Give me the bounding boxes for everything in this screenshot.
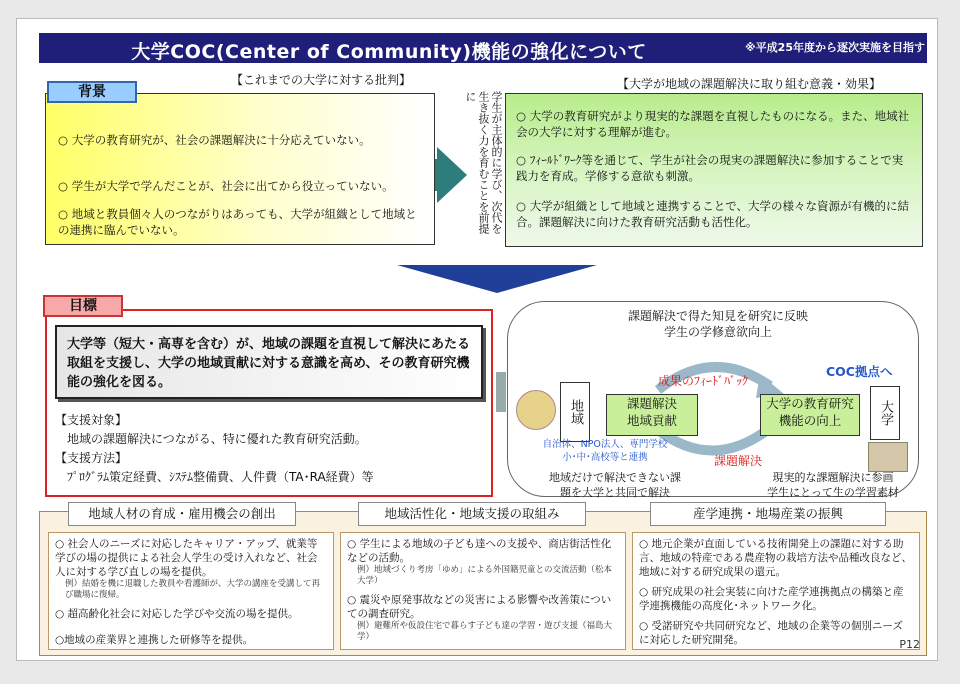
column-1 [48,532,334,650]
goal-details [55,411,485,487]
arrow-down-icon [397,265,597,293]
col2-example-2: 例）避難所や仮設住宅で暮らす子ども達の学習・遊び支援（福島大学） [357,621,613,642]
cycle-diagram [507,301,919,497]
significance-item-2: ○ ﾌｨｰﾙﾄﾞﾜｰｸ等を通じて、学生が社会の現実の課題解決に参加することで実践力を育成。学修する意欲も刺激。 [516,153,904,183]
coc-label: COC拠点へ [826,364,893,379]
background-box [45,93,435,245]
cycle-bottom-left: 地域だけで解決できない課 題を大学と共同で解決 [549,471,681,499]
support-method-head: 【支援方法】 [55,451,128,465]
left-box: 課題解決 地域貢献 [606,394,698,436]
title-bar [39,33,927,63]
university-building-icon [868,442,908,472]
page-number: P12 [899,638,920,651]
col1-item-1: ○ 社会人のニーズに対応したキャリア・アップ、就業等学びの場の提供による社会人学生の受け入れなど、社会人に対する学び直しの場を提供。 [55,538,318,578]
column-3 [632,532,920,650]
significance-box [505,93,923,247]
col3-item-3: ○ 受諾研究や共同研究など、地域の企業等の個別ニーズに対応した研究開発。 [639,620,903,646]
significance-item-3: ○ 大学が組織として地域と連携することで、大学の様々な資源が有機的に結合。課題解決に向けた教育研究活動も活性化。 [516,199,909,229]
support-target-head: 【支援対象】 [55,413,128,427]
col2-item-1: ○ 学生による地域の子ども達への支援や、商店街活性化などの活動。 [347,538,612,564]
town-illustration-icon [516,390,556,430]
background-item-1: ○ 大学の教育研究が、社会の課題解決に十分応えていない。 [58,133,371,147]
column-head-1: 地域人材の育成・雇用機会の創出 [68,502,296,526]
bottom-section [39,506,927,656]
goal-tag: 目標 [43,295,123,317]
region-partners: 自治体、NPO法人、専門学校 小･中･高校等と連携 [542,439,668,463]
solve-label: 課題解決 [714,454,763,468]
col3-item-2: ○ 研究成果の社会実装に向けた産学連携拠点の構築と産学連携機能の高度化･ネットワーク化。 [639,586,904,612]
col2-item-2: ○ 震災や原発事故などの災害による影響や改善策についての調査研究。 [347,594,612,620]
support-method-body: ﾌﾟﾛｸﾞﾗﾑ策定経費、ｼｽﾃﾑ整備費、人件費（TA･RA経費）等 [67,470,374,484]
right-box: 大学の教育研究 機能の向上 [760,394,860,436]
significance-bracket: 【大学が地域の課題解決に取り組む意義・効果】 [617,77,882,91]
col1-example-1: 例）結婚を機に退職した教員や看護師が、大学の講座を受講して再び職場に復帰。 [65,579,321,600]
cycle-top-line-2: 学生の学修意欲向上 [663,325,772,339]
support-target-body: 地域の課題解決につながる、特に優れた教育研究活動。 [67,432,367,446]
building-icon [496,372,506,412]
criticism-bracket: 【これまでの大学に対する批判】 [231,73,412,87]
background-item-2: ○ 学生が大学で学んだことが、社会に出てから役立っていない。 [58,179,394,193]
col2-example-1: 例）地域づくり考房「ゆめ」による外国籍児童との交流活動（松本大学） [357,565,613,586]
title-note: ※平成25年度から逐次実施を目指す [744,41,925,54]
column-head-2: 地域活性化・地域支援の取組み [358,502,586,526]
col1-item-3: ○地域の産業界と連携した研修等を提供。 [55,634,254,646]
page-title: 大学COC(Center of Community)機能の強化について [131,41,647,63]
col1-item-2: ○ 超高齢化社会に対応した学びや交流の場を提供。 [55,608,299,620]
slide [16,18,938,661]
cycle-bottom-right: 現実的な課題解決に参画 学生にとって生の学習素材 [767,471,899,499]
column-head-3: 産学連携・地場産業の振興 [650,502,886,526]
goal-box [45,309,493,497]
goal-statement: 大学等（短大・高専を含む）が、地域の課題を直視して解決にあたる取組を支援し、大学の地域貢献に対する意識を高め、その教育研究機能の強化を図る。 [55,325,483,399]
column-2 [340,532,626,650]
col3-item-1: ○ 地元企業が直面している技術開発上の課題に対する助言、地域の特産である農産物の栽培方法や品種改良など、地域に対する研究成果の還元。 [639,538,912,578]
region-label: 地域 [560,382,590,442]
cycle-top-line-1: 課題解決で得た知見を研究に反映 [627,309,808,323]
significance-item-1: ○ 大学の教育研究がより現実的な課題を直視したものになる。また、地域社会の大学に対する理解が進む。 [516,109,910,139]
background-item-3: ○ 地域と教員個々人のつながりはあっても、大学が組織として地域との連携に臨んでいない。 [58,207,417,237]
vertical-note: 学生が主体的に学び、次代を生き抜く力を育むことを前提に [464,91,503,234]
university-label: 大学 [870,386,900,440]
background-tag: 背景 [47,81,137,103]
feedback-label: 成果のﾌｨｰﾄﾞﾊﾞｯｸ [658,374,749,388]
